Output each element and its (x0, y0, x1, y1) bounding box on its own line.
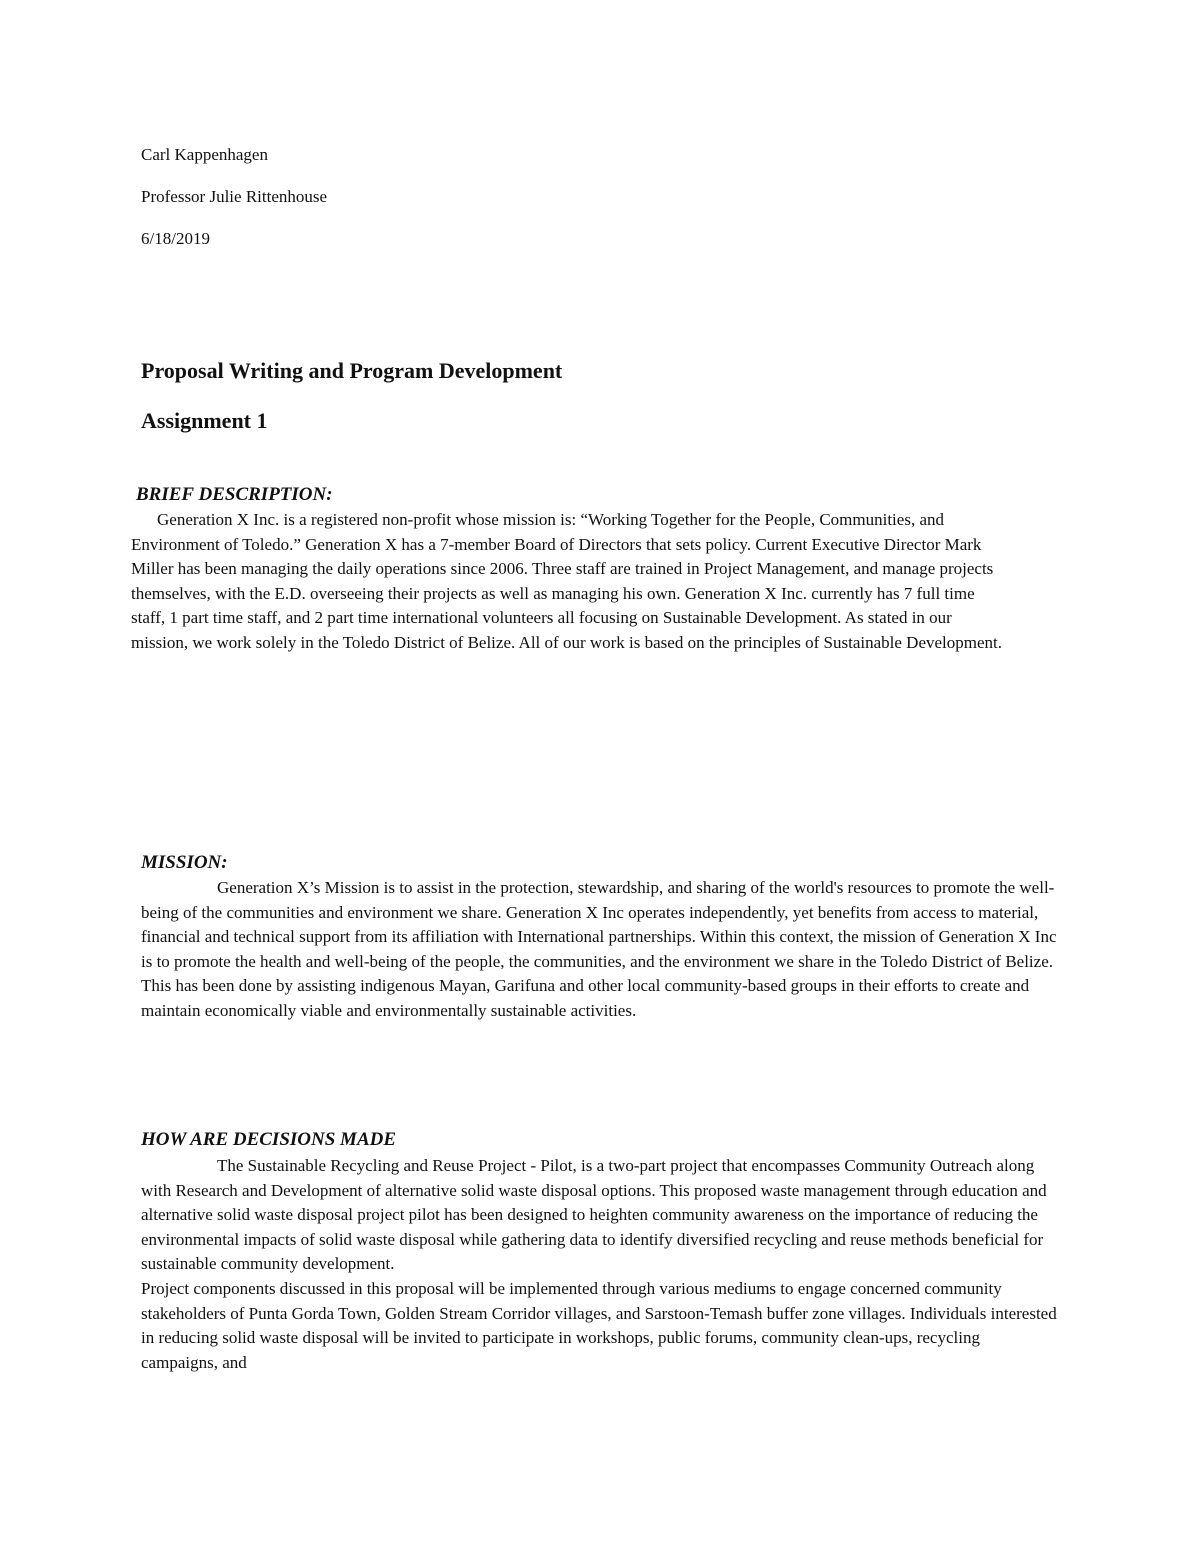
mission-heading: MISSION: (141, 852, 228, 873)
decisions-body (141, 1154, 1061, 1375)
professor-name: Professor Julie Rittenhouse (141, 187, 328, 206)
assignment-title: Assignment 1 (141, 408, 268, 433)
brief-description-heading: BRIEF DESCRIPTION: (136, 484, 333, 505)
brief-description-paragraph: Generation X Inc. is a registered non-profit whose mission is: “Working Together for the People, Communities, and Environment of Toledo.” Generation X has a 7-member Board of Directors that sets policy. Current Executive Director Mark Miller has been managing the daily operations since 2006. Three staff are trained in Project Management, and manage projects themselves, with the E.D. overseeing their projects as well as managing his own. Generation X Inc. currently has 7 full time staff, 1 part time staff, and 2 part time international volunteers all focusing on Sustainable Development. As stated in our mission, we work solely in the Toledo District of Belize. All of our work is based on the principles of Sustainable Development. (131, 510, 1003, 652)
document-date: 6/18/2019 (141, 229, 210, 248)
decisions-paragraph-1: The Sustainable Recycling and Reuse Project - Pilot, is a two-part project that encompasses Community Outreach along with Research and Development of alternative solid waste disposal options. This proposed waste management through education and alternative solid waste disposal project pilot has been designed to heighten community awareness on the importance of reducing the environmental impacts of solid waste disposal while gathering data to identify diversified recycling and reuse methods beneficial for sustainable community development. (141, 1156, 1047, 1274)
mission-paragraph: Generation X’s Mission is to assist in the protection, stewardship, and sharing of the world's resources to promote the well-being of the communities and environment we share. Generation X Inc operates independently, yet benefits from access to material, financial and technical support from its affiliation with International partnerships. Within this context, the mission of Generation X Inc is to promote the health and well-being of the people, the communities, and the environment we share in the Toledo District of Belize. This has been done by assisting indigenous Mayan, Garifuna and other local community-based groups in their efforts to create and maintain economically viable and environmentally sustainable activities. (141, 878, 1057, 1020)
author-name: Carl Kappenhagen (141, 145, 268, 164)
decisions-paragraph-2: Project components discussed in this proposal will be implemented through various mediums to engage concerned community stakeholders of Punta Gorda Town, Golden Stream Corridor villages, and Sarstoon-Temash buffer zone villages. Individuals interested in reducing solid waste disposal will be invited to participate in workshops, public forums, community clean-ups, recycling campaigns, and (141, 1278, 1057, 1372)
document-title: Proposal Writing and Program Development (141, 358, 563, 383)
decisions-heading: HOW ARE DECISIONS MADE (141, 1129, 397, 1150)
